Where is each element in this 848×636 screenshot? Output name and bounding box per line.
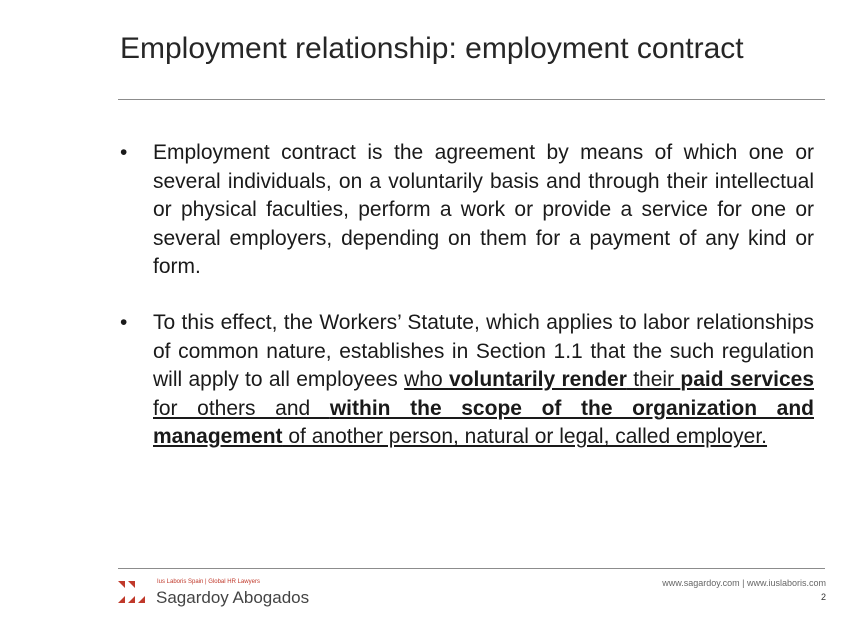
bullet-text-part: ’ Statute, which applies to labor relationships of common nature, establishes in Section 1.1 that the such regulation will apply to all employees xyxy=(153,310,814,392)
underlined-text: of another person, natural or legal, called employer. xyxy=(282,425,768,449)
bullet-item xyxy=(120,139,814,282)
logo-tagline: Ius Laboris Spain | Global HR Lawyers xyxy=(157,579,260,585)
bullet-item xyxy=(120,309,814,452)
emphasis-text: within the scope of the organization and management xyxy=(153,396,814,449)
emphasis-text: voluntarily render xyxy=(448,368,627,392)
slide-content xyxy=(120,139,814,452)
bullet-text: Employment contract is the agreement by means of which one or several individuals, on a voluntarily basis and through their intellectual or physical faculties, perform a work or provide a service for one or several employers, depending on them for a payment of any kind or form. xyxy=(153,141,814,279)
underlined-text: for others and xyxy=(153,396,330,420)
title-divider xyxy=(118,99,825,100)
footer-divider xyxy=(118,568,825,569)
slide-title: Employment relationship: employment contract xyxy=(120,32,744,65)
footer-links[interactable]: www.sagardoy.com | www.iuslaboris.com xyxy=(662,578,826,588)
underlined-text: their xyxy=(626,368,681,392)
logo-name: Sagardoy Abogados xyxy=(156,588,310,607)
bullet-text-part: Workers xyxy=(319,310,398,334)
company-logo xyxy=(117,576,377,610)
bullet-text-part: To this effect, the xyxy=(153,310,320,334)
underlined-text: who xyxy=(404,368,449,392)
logo-mark-icon xyxy=(117,579,155,605)
bullet-marker: • xyxy=(120,141,128,164)
page-number: 2 xyxy=(820,592,826,602)
bullet-marker: • xyxy=(120,310,128,334)
emphasis-text: paid services xyxy=(680,368,814,392)
